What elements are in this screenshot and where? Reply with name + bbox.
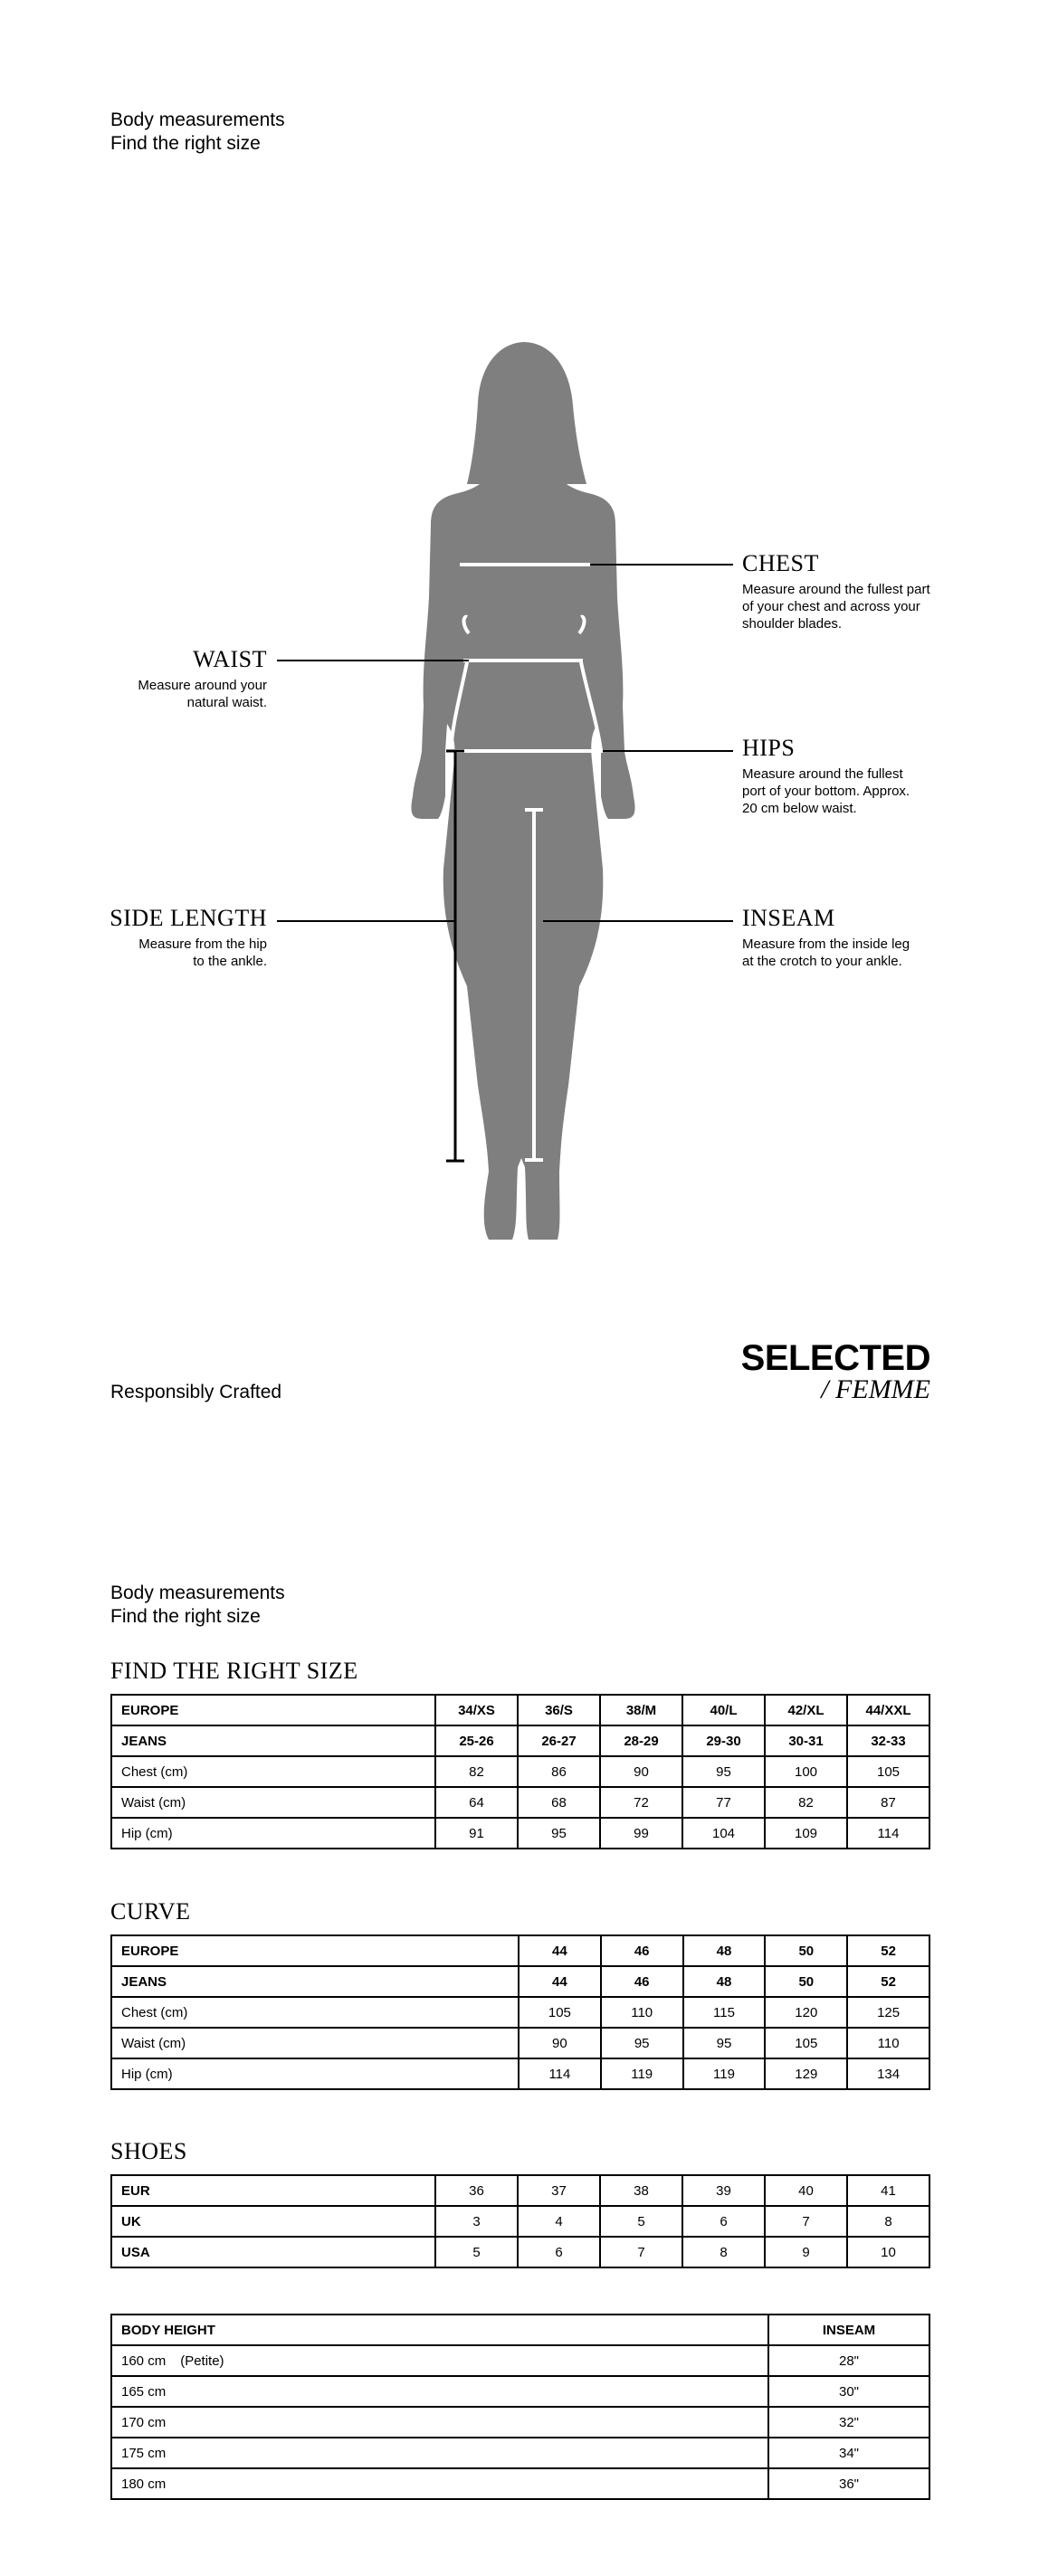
size-table [110,1694,930,1849]
table-cell: 39 [682,2175,765,2206]
table-cell: 29-30 [682,1725,765,1756]
hips-desc-line: port of your bottom. Approx. [742,784,910,799]
table-cell: 9 [765,2237,847,2267]
table-row [111,2058,929,2089]
chest-desc-line: of your chest and across your [742,599,920,614]
side-length-callout [91,905,267,970]
brand-sub: / FEMME [821,1374,930,1404]
table-cell: 82 [435,1756,518,1787]
height-cell [111,2376,768,2407]
inseam-callout [742,905,950,970]
table-row [111,2237,929,2267]
table-cell: 68 [518,1787,600,1818]
height-inseam-table [110,2314,930,2500]
responsibly-crafted-text: Responsibly Crafted [110,1382,282,1402]
table-cell: 95 [518,1818,600,1849]
table-cell: 25-26 [435,1725,518,1756]
table-cell: 99 [600,1818,682,1849]
table-cell: 36 [435,2175,518,2206]
hips-title: HIPS [742,735,796,761]
size-table-title: FIND THE RIGHT SIZE [110,1658,358,1684]
table-cell: 7 [765,2206,847,2237]
table-cell: 38 [600,2175,682,2206]
chest-callout [742,550,950,632]
row-label-cell: Waist (cm) [111,1787,435,1818]
table-cell: 5 [435,2237,518,2267]
table-cell: 40 [765,2175,847,2206]
table-cell: 64 [435,1787,518,1818]
table-cell: 32-33 [847,1725,929,1756]
height-cell [111,2468,768,2499]
table-cell: 7 [600,2237,682,2267]
table-cell: 3 [435,2206,518,2237]
height-value: 165 cm [121,2383,167,2400]
table-cell: 105 [519,1997,601,2028]
table-cell: 95 [683,2028,766,2058]
inseam-cell: 32" [768,2407,929,2438]
table-cell: 82 [765,1787,847,1818]
inseam-cell: 36" [768,2468,929,2499]
page2-heading-line1: Body measurements [110,1583,285,1603]
table-cell: 119 [601,2058,683,2089]
table-row [111,2438,929,2468]
table-cell: 10 [847,2237,929,2267]
table-cell: 5 [600,2206,682,2237]
table-cell: 40/L [682,1695,765,1725]
height-note: (Petite) [180,2353,224,2369]
table-cell: 6 [682,2206,765,2237]
table-cell: 72 [600,1787,682,1818]
side-length-title: SIDE LENGTH [110,905,267,931]
table-cell: 77 [682,1787,765,1818]
height-cell [111,2407,768,2438]
waist-desc-line: Measure around your [138,678,267,693]
row-label-cell: JEANS [111,1966,519,1997]
table-cell: 28-29 [600,1725,682,1756]
chest-desc-line: shoulder blades. [742,616,843,632]
table-header-row [111,2315,929,2345]
table-cell: 90 [519,2028,601,2058]
shoes-table-title: SHOES [110,2138,187,2164]
hips-callout [742,735,950,817]
table-cell: 26-27 [518,1725,600,1756]
row-label-cell: Hip (cm) [111,2058,519,2089]
table-cell: 8 [682,2237,765,2267]
body-silhouette [411,342,634,1240]
inseam-desc-line: at the crotch to your ankle. [742,954,902,969]
table-row [111,2407,929,2438]
row-label-cell: Hip (cm) [111,1818,435,1849]
table-cell: 95 [682,1756,765,1787]
table-cell: 46 [601,1935,683,1966]
height-cell [111,2345,768,2376]
table-row [111,2028,929,2058]
table-row [111,1997,929,2028]
height-value: 160 cm [121,2353,167,2369]
table-cell: 110 [847,2028,929,2058]
page2-heading [110,1582,285,1629]
table-cell: 115 [683,1997,766,2028]
table-cell: 37 [518,2175,600,2206]
table-cell: 34/XS [435,1695,518,1725]
table-row [111,2345,929,2376]
chest-desc-line: Measure around the fullest part [742,582,930,597]
table-cell: 110 [601,1997,683,2028]
brand-logo [741,1339,930,1402]
chest-title: CHEST [742,550,819,576]
table-cell: 104 [682,1818,765,1849]
row-label-cell: Chest (cm) [111,1997,519,2028]
row-label-cell: USA [111,2237,435,2267]
height-value: 180 cm [121,2476,167,2492]
table-row [111,2376,929,2407]
table-cell: 52 [847,1966,929,1997]
row-label-cell: JEANS [111,1725,435,1756]
page1-heading-line2: Find the right size [110,133,261,154]
table-row [111,2468,929,2499]
waist-title: WAIST [193,646,267,672]
side-length-desc-line: Measure from the hip [138,936,267,952]
shoes-table [110,2174,930,2268]
height-value: 170 cm [121,2414,167,2430]
table-row [111,2175,929,2206]
inseam-cell: 30" [768,2376,929,2407]
table-row [111,1818,929,1849]
table-cell: 100 [765,1756,847,1787]
table-cell: 46 [601,1966,683,1997]
table-cell: 105 [765,2028,847,2058]
header-cell: BODY HEIGHT [111,2315,768,2345]
table-cell: 8 [847,2206,929,2237]
row-label-cell: EUROPE [111,1935,519,1966]
table-cell: 95 [601,2028,683,2058]
table-cell: 114 [519,2058,601,2089]
table-cell: 87 [847,1787,929,1818]
table-cell: 50 [765,1966,847,1997]
table-cell: 48 [683,1966,766,1997]
table-cell: 41 [847,2175,929,2206]
table-row [111,1787,929,1818]
table-row [111,1695,929,1725]
body-silhouette-figure [0,0,1039,1267]
header-cell: INSEAM [768,2315,929,2345]
table-row [111,1756,929,1787]
inseam-cell: 34" [768,2438,929,2468]
table-cell: 105 [847,1756,929,1787]
table-cell: 48 [683,1935,766,1966]
height-cell [111,2438,768,2468]
curve-table [110,1934,930,2090]
row-label-cell: Chest (cm) [111,1756,435,1787]
table-cell: 36/S [518,1695,600,1725]
height-value: 175 cm [121,2445,167,2461]
table-cell: 109 [765,1818,847,1849]
page1-heading-line1: Body measurements [110,109,285,130]
inseam-title: INSEAM [742,905,835,931]
curve-table-title: CURVE [110,1898,191,1925]
inseam-cell: 28" [768,2345,929,2376]
hips-desc-line: Measure around the fullest [742,766,903,782]
page2-heading-line2: Find the right size [110,1606,261,1627]
table-cell: 44 [519,1935,601,1966]
hips-desc-line: 20 cm below waist. [742,801,857,816]
table-cell: 4 [518,2206,600,2237]
table-cell: 129 [765,2058,847,2089]
table-cell: 90 [600,1756,682,1787]
table-row [111,1966,929,1997]
table-cell: 119 [683,2058,766,2089]
table-cell: 6 [518,2237,600,2267]
waist-desc-line: natural waist. [186,695,267,710]
table-cell: 44 [519,1966,601,1997]
table-cell: 44/XXL [847,1695,929,1725]
row-label-cell: Waist (cm) [111,2028,519,2058]
table-row [111,1935,929,1966]
inseam-desc-line: Measure from the inside leg [742,936,910,952]
waist-callout [91,646,267,711]
table-cell: 125 [847,1997,929,2028]
table-cell: 50 [765,1935,847,1966]
table-cell: 114 [847,1818,929,1849]
side-length-desc-line: to the ankle. [193,954,267,969]
table-cell: 38/M [600,1695,682,1725]
table-cell: 42/XL [765,1695,847,1725]
table-cell: 30-31 [765,1725,847,1756]
row-label-cell: EUR [111,2175,435,2206]
table-row [111,2206,929,2237]
row-label-cell: UK [111,2206,435,2237]
table-cell: 134 [847,2058,929,2089]
table-cell: 120 [765,1997,847,2028]
table-cell: 86 [518,1756,600,1787]
table-row [111,1725,929,1756]
table-cell: 91 [435,1818,518,1849]
row-label-cell: EUROPE [111,1695,435,1725]
table-cell: 52 [847,1935,929,1966]
brand-main: SELECTED [740,1338,930,1378]
